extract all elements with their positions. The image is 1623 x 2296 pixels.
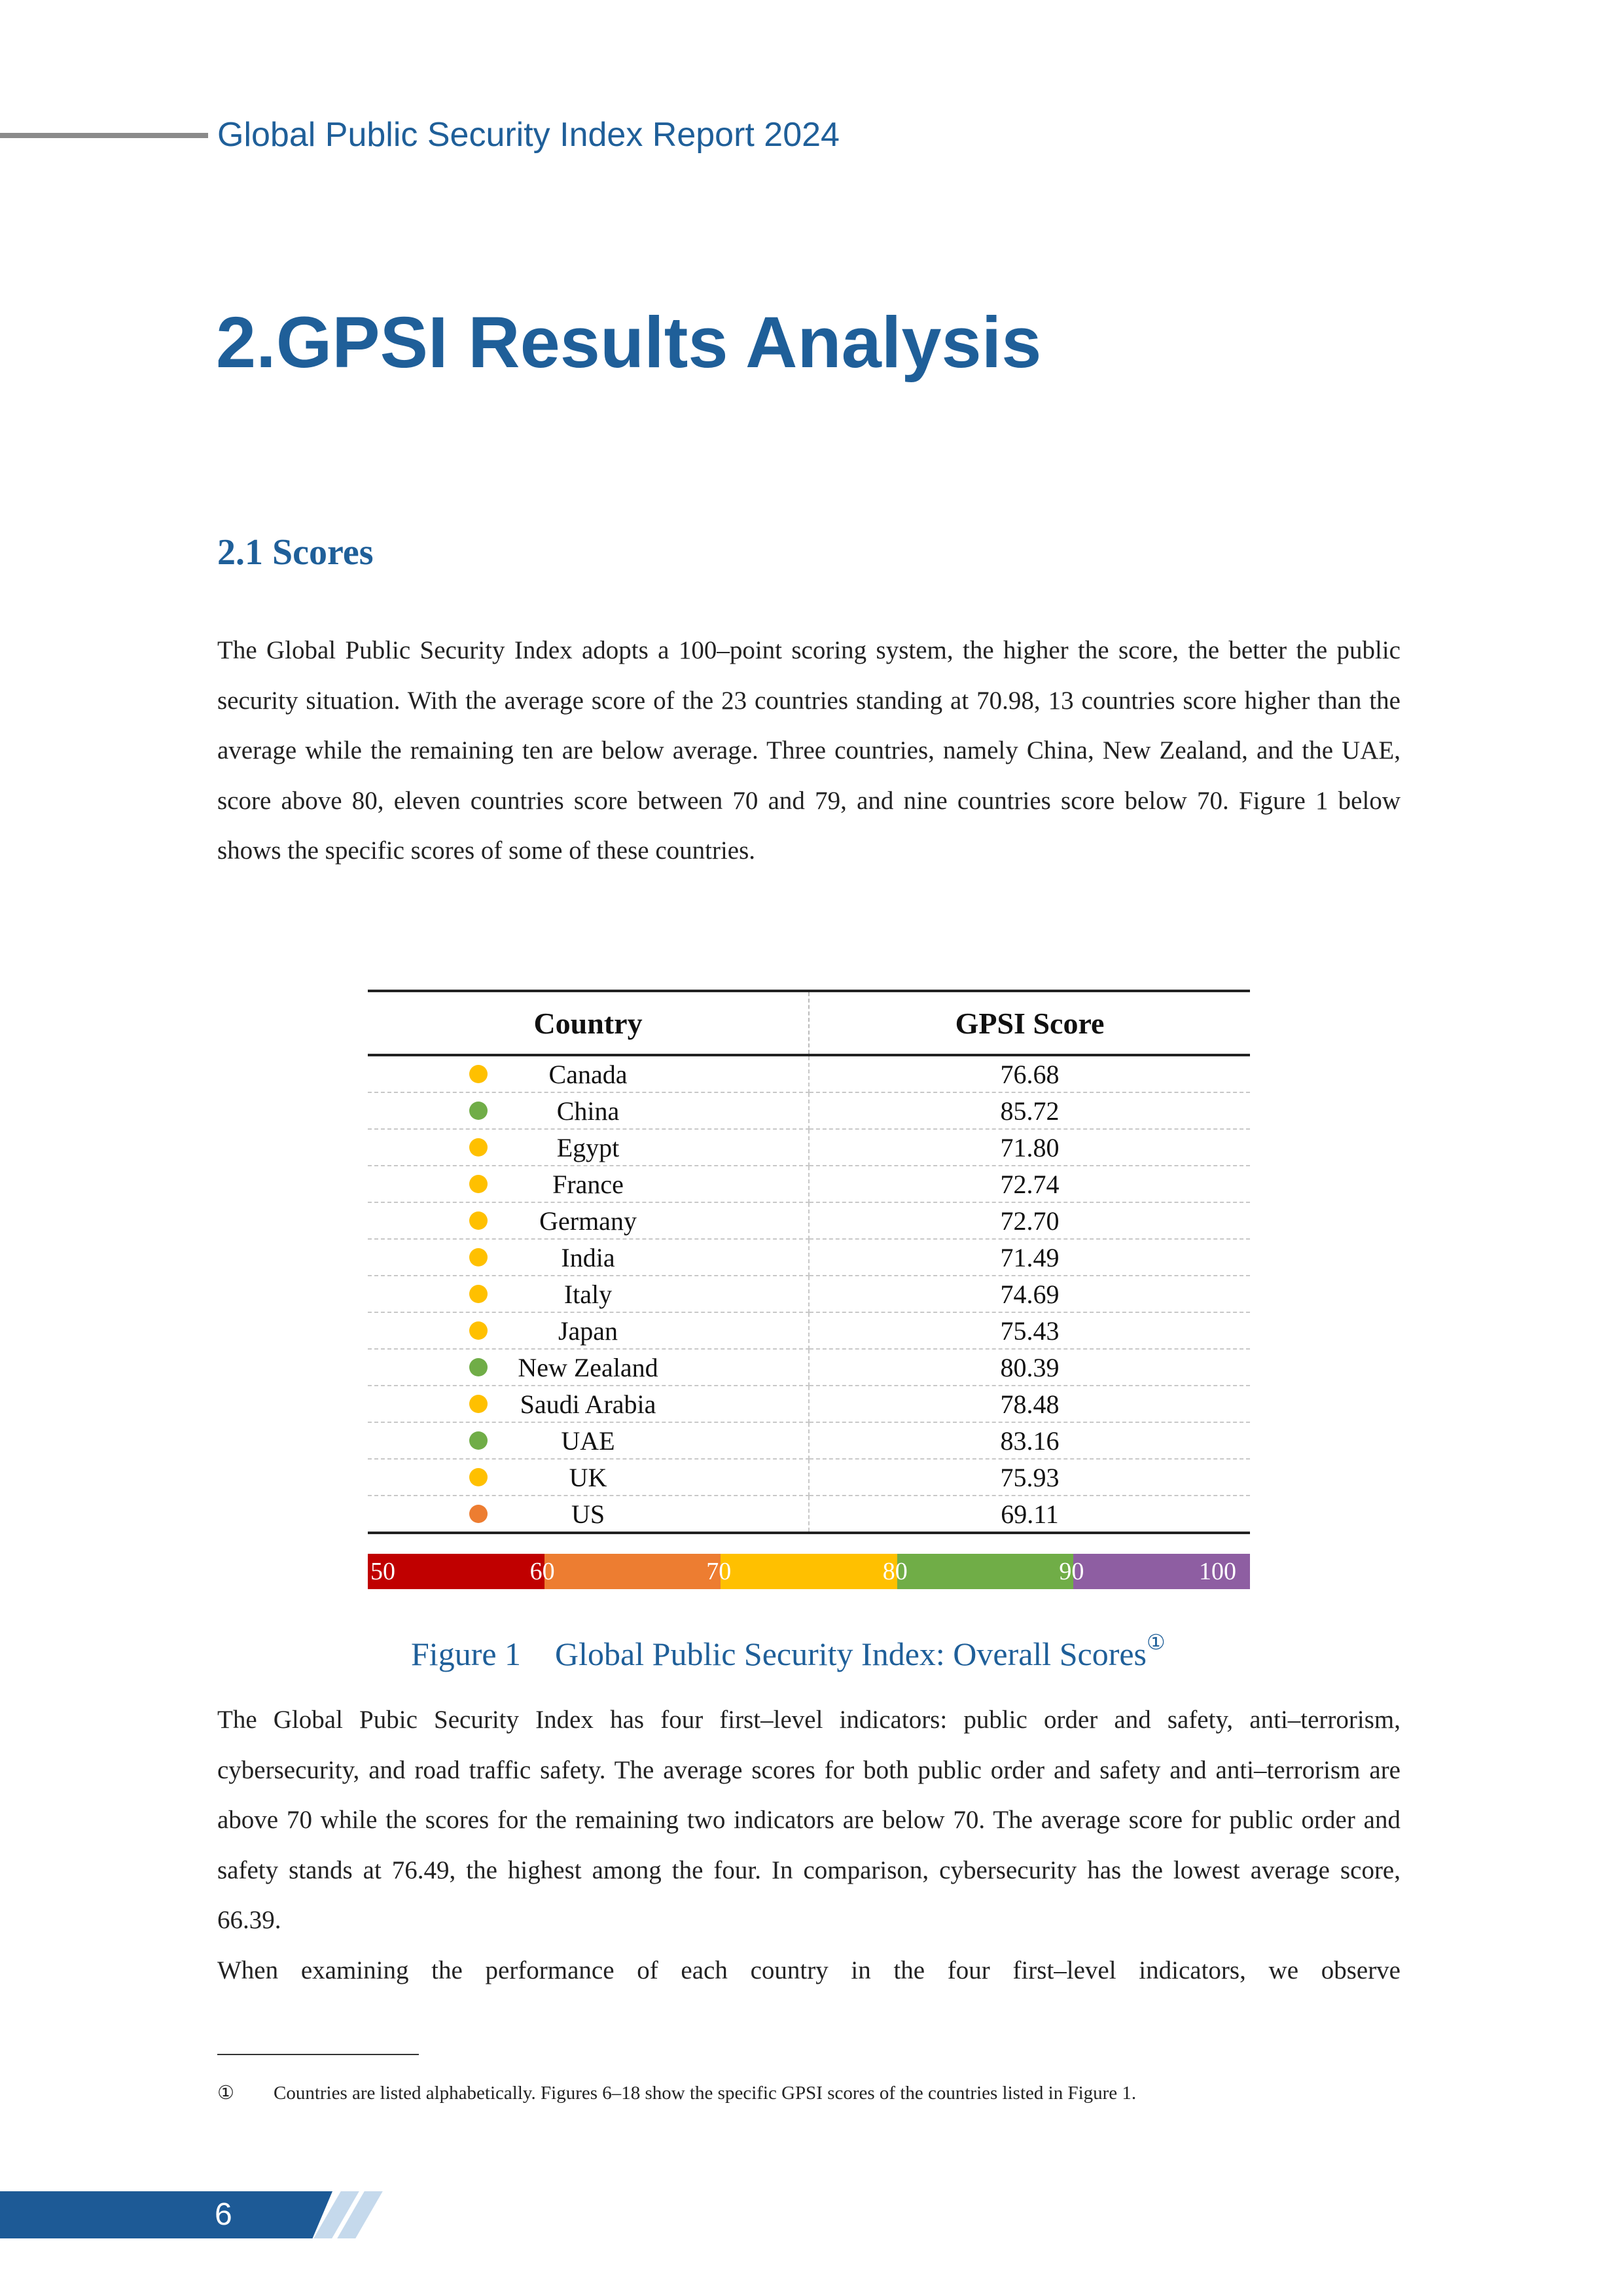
table-row — [368, 1239, 1250, 1276]
scores-table — [368, 990, 1250, 1534]
table-row — [368, 1459, 1250, 1496]
score-cell: 75.93 — [809, 1459, 1250, 1496]
header-rule — [0, 133, 208, 138]
score-band-dot-icon — [469, 1102, 488, 1120]
country-cell — [368, 1349, 809, 1386]
table-row — [368, 1386, 1250, 1422]
score-cell: 83.16 — [809, 1422, 1250, 1459]
footnote-mark: ① — [217, 2083, 234, 2104]
footnote-rule — [217, 2054, 419, 2055]
running-header: Global Public Security Index Report 2024 — [217, 116, 840, 154]
scale-tick-label: 100 — [1199, 1558, 1236, 1585]
country-cell — [368, 1496, 809, 1533]
footer-bar — [0, 2191, 332, 2238]
column-header-score: GPSI Score — [809, 991, 1250, 1055]
table-row — [368, 1276, 1250, 1312]
score-band-dot-icon — [469, 1468, 488, 1486]
scale-tick-label: 80 — [882, 1558, 908, 1585]
score-band-dot-icon — [469, 1248, 488, 1266]
score-cell: 85.72 — [809, 1092, 1250, 1129]
table-row — [368, 1312, 1250, 1349]
section-title: 2.GPSI Results Analysis — [216, 302, 1042, 383]
country-cell — [368, 1422, 809, 1459]
country-cell — [368, 1055, 809, 1092]
country-name: China — [556, 1096, 620, 1126]
country-cell — [368, 1129, 809, 1166]
scale-tick-label: 60 — [529, 1558, 555, 1585]
score-band-dot-icon — [469, 1358, 488, 1376]
score-band-dot-icon — [469, 1175, 488, 1193]
country-name: Italy — [563, 1279, 613, 1309]
paragraph-text: When examining the performance of each country in the four first–level indicators, we observe — [217, 1956, 1400, 1984]
scale-tick-label: 90 — [1059, 1558, 1084, 1585]
figure-title: Global Public Security Index: Overall Scores — [555, 1636, 1147, 1672]
score-band-dot-icon — [469, 1505, 488, 1523]
score-cell: 78.48 — [809, 1386, 1250, 1422]
country-name: UAE — [561, 1426, 615, 1456]
country-cell — [368, 1312, 809, 1349]
score-band-dot-icon — [469, 1395, 488, 1413]
score-band-dot-icon — [469, 1321, 488, 1340]
score-cell: 74.69 — [809, 1276, 1250, 1312]
country-name: Japan — [558, 1316, 618, 1346]
country-cell — [368, 1386, 809, 1422]
score-cell: 72.70 — [809, 1202, 1250, 1239]
country-cell — [368, 1166, 809, 1202]
country-name: India — [561, 1242, 615, 1272]
table-row — [368, 1349, 1250, 1386]
country-name: US — [571, 1499, 605, 1529]
table-row — [368, 1422, 1250, 1459]
footnote-text: Countries are listed alphabetically. Figures 6–18 show the specific GPSI scores of the countries listed in Figure 1. — [274, 2083, 1137, 2104]
score-cell: 71.49 — [809, 1239, 1250, 1276]
column-header-country: Country — [368, 991, 809, 1055]
country-cell — [368, 1239, 809, 1276]
score-band-dot-icon — [469, 1431, 488, 1450]
table-header-row — [368, 991, 1250, 1055]
table-row — [368, 1092, 1250, 1129]
score-band-dot-icon — [469, 1065, 488, 1083]
country-cell — [368, 1202, 809, 1239]
score-cell: 80.39 — [809, 1349, 1250, 1386]
country-name: New Zealand — [518, 1352, 658, 1382]
paragraph-text: The Global Public Security Index adopts a 100–point scoring system, the higher the score, the better the public security situation. With the average score of the 23 countries standing at 70.98, 13 countries score higher than the average while the remaining ten are below average. Three countries, namely China, New Zealand, and the UAE, score above 80, eleven countries score between 70 and 79, and nine countries score below 70. Figure 1 below shows the specific scores of some of these countries. — [217, 636, 1400, 865]
scale-band — [897, 1554, 1074, 1589]
paragraph-text: The Global Pubic Security Index has four first–level indicators: public order and safety, anti–terrorism, cybersecurity, and road traffic safety. The average scores for both public order and safety and anti–terrorism are above 70 while the scores for the remaining two indicators are below 70. The average score for public order and safety stands at 76.49, the highest among the four. In comparison, cybersecurity has the lowest average score, 66.39. — [217, 1706, 1400, 1934]
country-name: France — [552, 1169, 624, 1199]
score-band-dot-icon — [469, 1285, 488, 1303]
score-cell: 76.68 — [809, 1055, 1250, 1092]
footnote — [217, 2081, 1136, 2104]
table-row — [368, 1202, 1250, 1239]
subsection-title: 2.1 Scores — [217, 532, 374, 573]
figure-label: Figure 1 — [411, 1636, 522, 1672]
figure-caption — [411, 1630, 1166, 1673]
scale-band — [721, 1554, 897, 1589]
score-color-scale — [368, 1554, 1250, 1589]
intro-paragraph — [217, 626, 1400, 876]
country-name: Germany — [539, 1206, 637, 1236]
country-name: Saudi Arabia — [520, 1389, 656, 1419]
indicators-paragraph — [217, 1695, 1400, 1996]
country-cell — [368, 1459, 809, 1496]
score-cell: 72.74 — [809, 1166, 1250, 1202]
scale-tick-label: 70 — [706, 1558, 732, 1585]
scale-band — [544, 1554, 721, 1589]
scale-tick-label: 50 — [370, 1558, 395, 1585]
score-cell: 75.43 — [809, 1312, 1250, 1349]
score-cell: 71.80 — [809, 1129, 1250, 1166]
score-band-dot-icon — [469, 1138, 488, 1157]
country-name: UK — [569, 1462, 607, 1492]
table-row — [368, 1496, 1250, 1533]
country-cell — [368, 1092, 809, 1129]
footnote-reference: ① — [1147, 1630, 1166, 1654]
score-band-dot-icon — [469, 1211, 488, 1230]
table-row — [368, 1129, 1250, 1166]
page-number: 6 — [215, 2197, 232, 2232]
country-name: Egypt — [556, 1132, 620, 1162]
score-cell: 69.11 — [809, 1496, 1250, 1533]
scores-table-figure — [368, 990, 1250, 1534]
country-name: Canada — [548, 1059, 628, 1089]
country-cell — [368, 1276, 809, 1312]
table-row — [368, 1166, 1250, 1202]
table-row — [368, 1055, 1250, 1092]
